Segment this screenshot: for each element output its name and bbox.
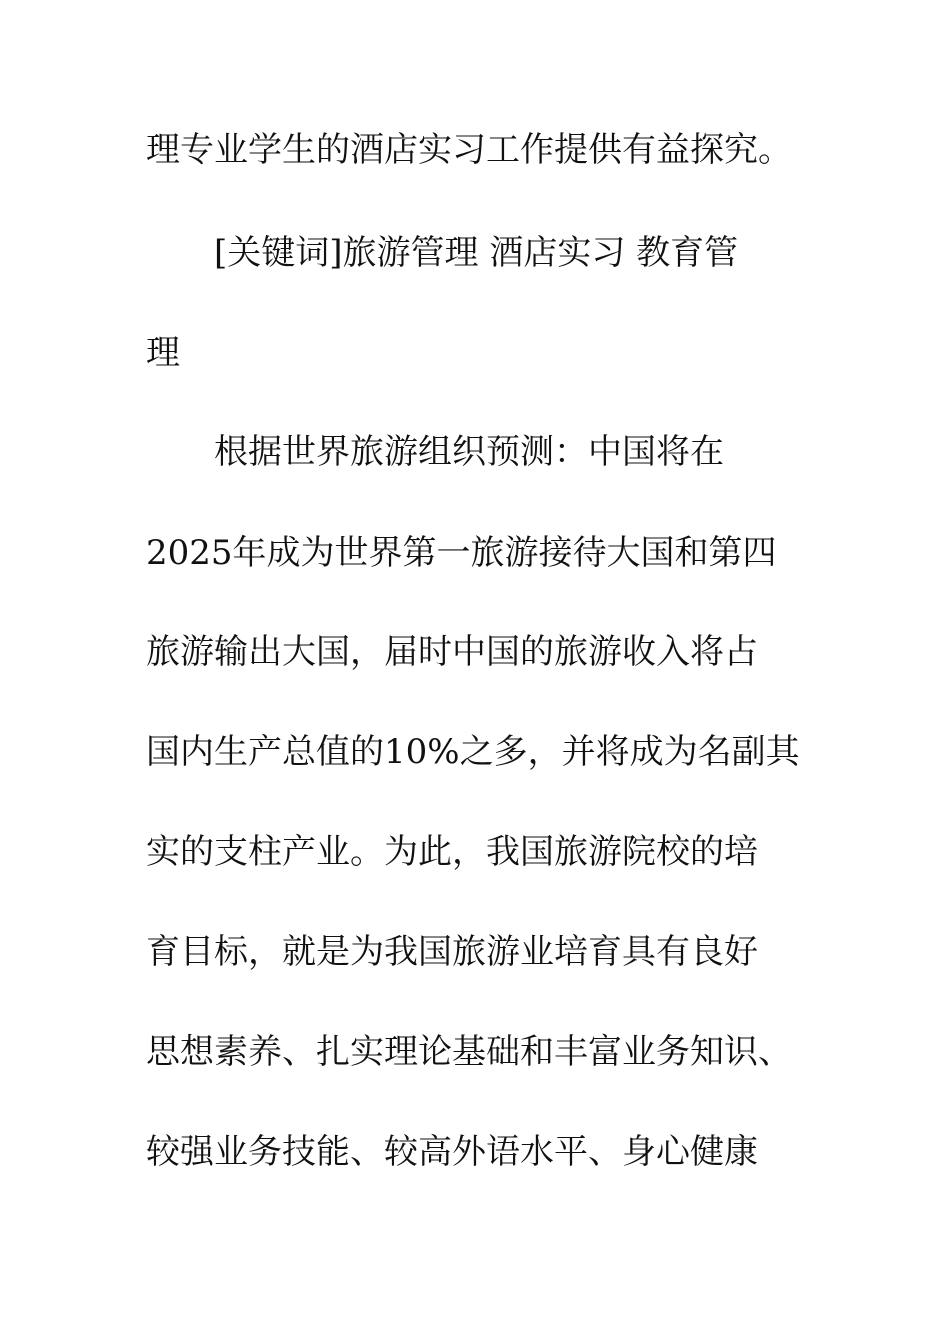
text-line: 旅游输出大国，届时中国的旅游收入将占 xyxy=(146,632,758,672)
text-line: 较强业务技能、较高外语水平、身心健康 xyxy=(146,1132,758,1172)
text-line: 实的支柱产业。为此，我国旅游院校的培 xyxy=(146,832,758,872)
text-line: 育目标，就是为我国旅游业培育具有良好 xyxy=(146,932,758,972)
text-line: 理 xyxy=(146,333,180,373)
text-line: 国内生产总值的10%之多，并将成为名副其 xyxy=(146,732,800,772)
text-line: 2025年成为世界第一旅游接待大国和第四 xyxy=(146,533,777,573)
paragraph-start-line: 根据世界旅游组织预测：中国将在 xyxy=(214,432,724,472)
text-line: 理专业学生的酒店实习工作提供有益探究。 xyxy=(146,130,792,170)
text-line: 思想素养、扎实理论基础和丰富业务知识、 xyxy=(146,1032,792,1072)
keywords-line: [关键词]旅游管理 酒店实习 教育管 xyxy=(214,233,739,273)
